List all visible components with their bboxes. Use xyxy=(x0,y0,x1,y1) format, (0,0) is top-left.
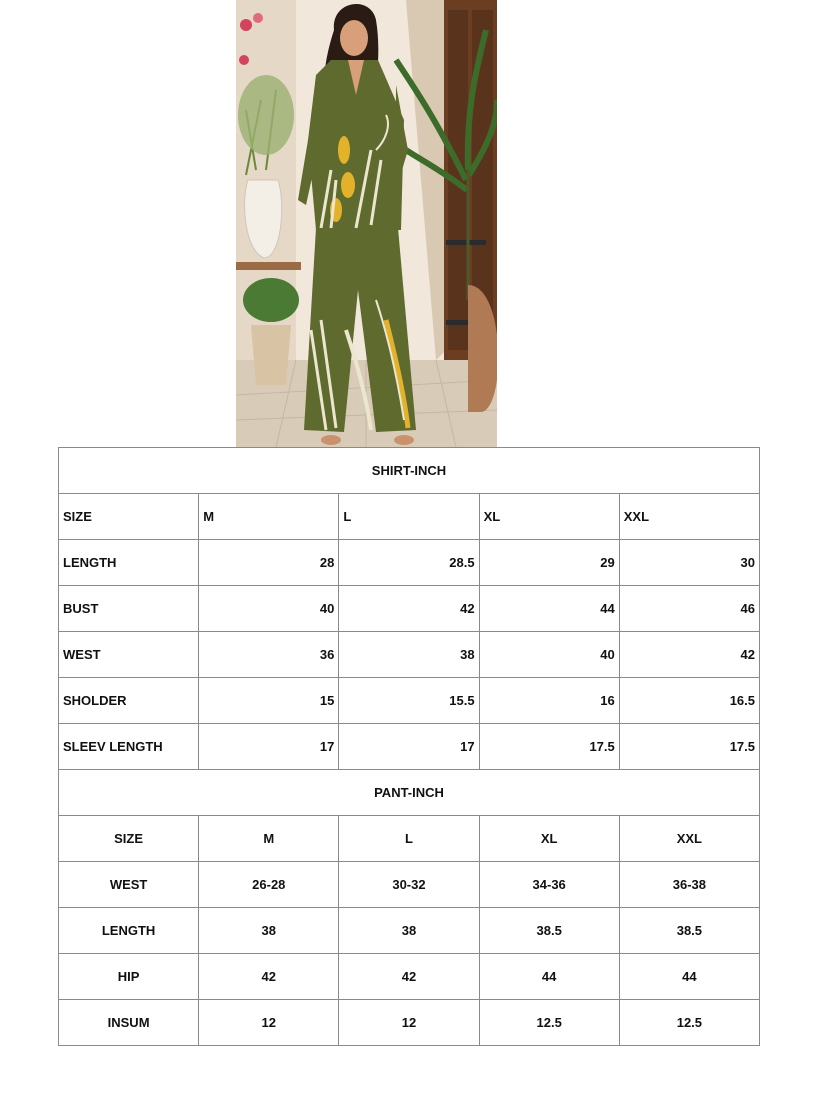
shirt-row-length xyxy=(59,540,760,586)
cell-value: 12 xyxy=(339,1000,479,1046)
shirt-size-xxl: XXL xyxy=(619,494,759,540)
cell-value: 38 xyxy=(199,908,339,954)
row-label: INSUM xyxy=(59,1000,199,1046)
cell-value: 15 xyxy=(199,678,339,724)
cell-value: 16.5 xyxy=(619,678,759,724)
shirt-header-label: SIZE xyxy=(59,494,199,540)
cell-value: 12 xyxy=(199,1000,339,1046)
pant-title-row xyxy=(59,770,760,816)
cell-value: 17.5 xyxy=(479,724,619,770)
shirt-size-l: L xyxy=(339,494,479,540)
cell-value: 44 xyxy=(479,586,619,632)
cell-value: 42 xyxy=(339,954,479,1000)
shirt-row-bust xyxy=(59,586,760,632)
cell-value: 44 xyxy=(479,954,619,1000)
cell-value: 42 xyxy=(199,954,339,1000)
product-photo xyxy=(236,0,497,447)
cell-value: 26-28 xyxy=(199,862,339,908)
pant-header-label: SIZE xyxy=(59,816,199,862)
cell-value: 29 xyxy=(479,540,619,586)
shirt-chart-title: SHIRT-INCH xyxy=(59,448,760,494)
shirt-size-xl: XL xyxy=(479,494,619,540)
size-chart-table xyxy=(58,447,760,1046)
row-label: HIP xyxy=(59,954,199,1000)
pant-size-m: M xyxy=(199,816,339,862)
pant-header-row xyxy=(59,816,760,862)
shirt-size-m: M xyxy=(199,494,339,540)
row-label: LENGTH xyxy=(59,540,199,586)
shirt-title-row xyxy=(59,448,760,494)
pant-size-xxl: XXL xyxy=(619,816,759,862)
cell-value: 38 xyxy=(339,632,479,678)
pant-chart-title: PANT-INCH xyxy=(59,770,760,816)
pant-row-insum xyxy=(59,1000,760,1046)
cell-value: 34-36 xyxy=(479,862,619,908)
row-label: BUST xyxy=(59,586,199,632)
cell-value: 36-38 xyxy=(619,862,759,908)
shirt-row-west xyxy=(59,632,760,678)
shirt-row-sleev-length xyxy=(59,724,760,770)
cell-value: 17 xyxy=(199,724,339,770)
row-label: SHOLDER xyxy=(59,678,199,724)
cell-value: 16 xyxy=(479,678,619,724)
cell-value: 44 xyxy=(619,954,759,1000)
cell-value: 40 xyxy=(479,632,619,678)
cell-value: 17 xyxy=(339,724,479,770)
shirt-header-row xyxy=(59,494,760,540)
cell-value: 40 xyxy=(199,586,339,632)
cell-value: 46 xyxy=(619,586,759,632)
pant-size-xl: XL xyxy=(479,816,619,862)
row-label: WEST xyxy=(59,632,199,678)
cell-value: 12.5 xyxy=(479,1000,619,1046)
pant-size-l: L xyxy=(339,816,479,862)
cell-value: 30-32 xyxy=(339,862,479,908)
pant-row-hip xyxy=(59,954,760,1000)
cell-value: 28.5 xyxy=(339,540,479,586)
pant-row-west xyxy=(59,862,760,908)
cell-value: 42 xyxy=(619,632,759,678)
row-label: WEST xyxy=(59,862,199,908)
shirt-row-sholder xyxy=(59,678,760,724)
row-label: SLEEV LENGTH xyxy=(59,724,199,770)
cell-value: 30 xyxy=(619,540,759,586)
cell-value: 38.5 xyxy=(619,908,759,954)
pant-row-length xyxy=(59,908,760,954)
cell-value: 28 xyxy=(199,540,339,586)
cell-value: 17.5 xyxy=(619,724,759,770)
cell-value: 36 xyxy=(199,632,339,678)
cell-value: 38 xyxy=(339,908,479,954)
row-label: LENGTH xyxy=(59,908,199,954)
model-outfit-illustration xyxy=(236,0,497,447)
cell-value: 38.5 xyxy=(479,908,619,954)
cell-value: 15.5 xyxy=(339,678,479,724)
cell-value: 12.5 xyxy=(619,1000,759,1046)
cell-value: 42 xyxy=(339,586,479,632)
